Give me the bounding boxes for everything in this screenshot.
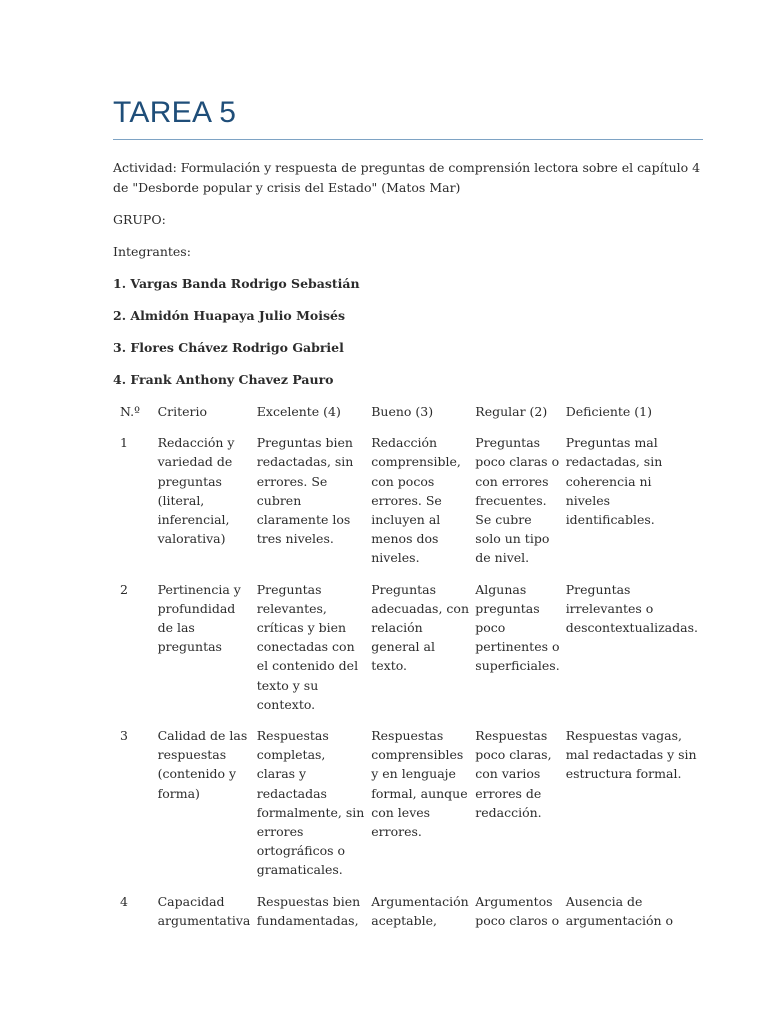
cell-bueno: Redacción comprensible, con pocos errores. Se incluyen al menos dos niveles. [371, 435, 461, 566]
cell-bueno: Preguntas adecuadas, con relación general al texto. [371, 581, 469, 674]
table-row [113, 580, 703, 726]
cell-excelente: Respuestas completas, claras y redactadas formalmente, sin errores ortográficos o gramaticales. [256, 728, 365, 878]
page-title: TAREA 5 [113, 96, 237, 129]
table-row [113, 433, 703, 579]
header-criterio: Criterio [157, 404, 208, 419]
cell-number: 1 [120, 435, 128, 451]
cell-number: 2 [120, 581, 128, 597]
cell-deficiente: Preguntas irrelevantes o descontextualizadas. [565, 581, 698, 636]
header-deficiente: Deficiente (1) [565, 404, 652, 419]
activity-paragraph: Actividad: Formulación y respuesta de preguntas de comprensión lectora sobre el capítulo 4 de "Desborde popular y crisis del Estado" (Matos Mar) [113, 160, 701, 195]
table-row [113, 892, 703, 942]
cell-criterio: Redacción y variedad de preguntas (literal, inferencial, valorativa) [157, 435, 235, 547]
cell-bueno: Respuestas comprensibles y en lenguaje formal, aunque con leves errores. [371, 728, 468, 840]
table-header-row [113, 402, 703, 433]
group-label: GRUPO: [113, 212, 166, 227]
cell-number: 4 [120, 893, 128, 909]
header-excelente: Excelente (4) [256, 404, 341, 419]
cell-bueno: Argumentación aceptable, [371, 893, 469, 928]
header-regular: Regular (2) [475, 404, 548, 419]
header-number: N.º [120, 404, 140, 419]
cell-excelente: Respuestas bien fundamentadas, [256, 893, 361, 928]
member-item: 1. Vargas Banda Rodrigo Sebastián [113, 276, 360, 291]
member-item: 3. Flores Chávez Rodrigo Gabriel [113, 340, 344, 355]
cell-criterio: Calidad de las respuestas (contenido y forma) [157, 728, 248, 801]
rubric-table [113, 402, 703, 942]
cell-excelente: Preguntas bien redactadas, sin errores. Se cubren claramente los tres niveles. [256, 435, 354, 547]
title-divider [113, 139, 703, 140]
cell-excelente: Preguntas relevantes, críticas y bien conectadas con el contenido del texto y su contexto. [256, 581, 359, 712]
table-row [113, 726, 703, 892]
cell-regular: Respuestas poco claras, con varios errores de redacción. [475, 728, 552, 820]
cell-criterio: Pertinencia y profundidad de las preguntas [157, 581, 241, 655]
cell-number: 3 [120, 728, 128, 744]
member-item: 2. Almidón Huapaya Julio Moisés [113, 308, 346, 323]
member-item: 4. Frank Anthony Chavez Pauro [113, 372, 334, 387]
header-bueno: Bueno (3) [371, 404, 434, 419]
cell-regular: Preguntas poco claras o con errores frecuentes. Se cubre solo un tipo de nivel. [475, 435, 560, 566]
cell-deficiente: Respuestas vagas, mal redactadas y sin estructura formal. [565, 728, 697, 782]
cell-deficiente: Preguntas mal redactadas, sin coherencia ni niveles identificables. [565, 435, 663, 528]
cell-regular: Argumentos poco claros o [475, 893, 560, 928]
cell-regular: Algunas preguntas poco pertinentes o superficiales. [475, 581, 560, 674]
cell-criterio: Capacidad argumentativa [157, 893, 251, 928]
cell-deficiente: Ausencia de argumentación o [565, 893, 674, 928]
members-label: Integrantes: [113, 244, 191, 259]
